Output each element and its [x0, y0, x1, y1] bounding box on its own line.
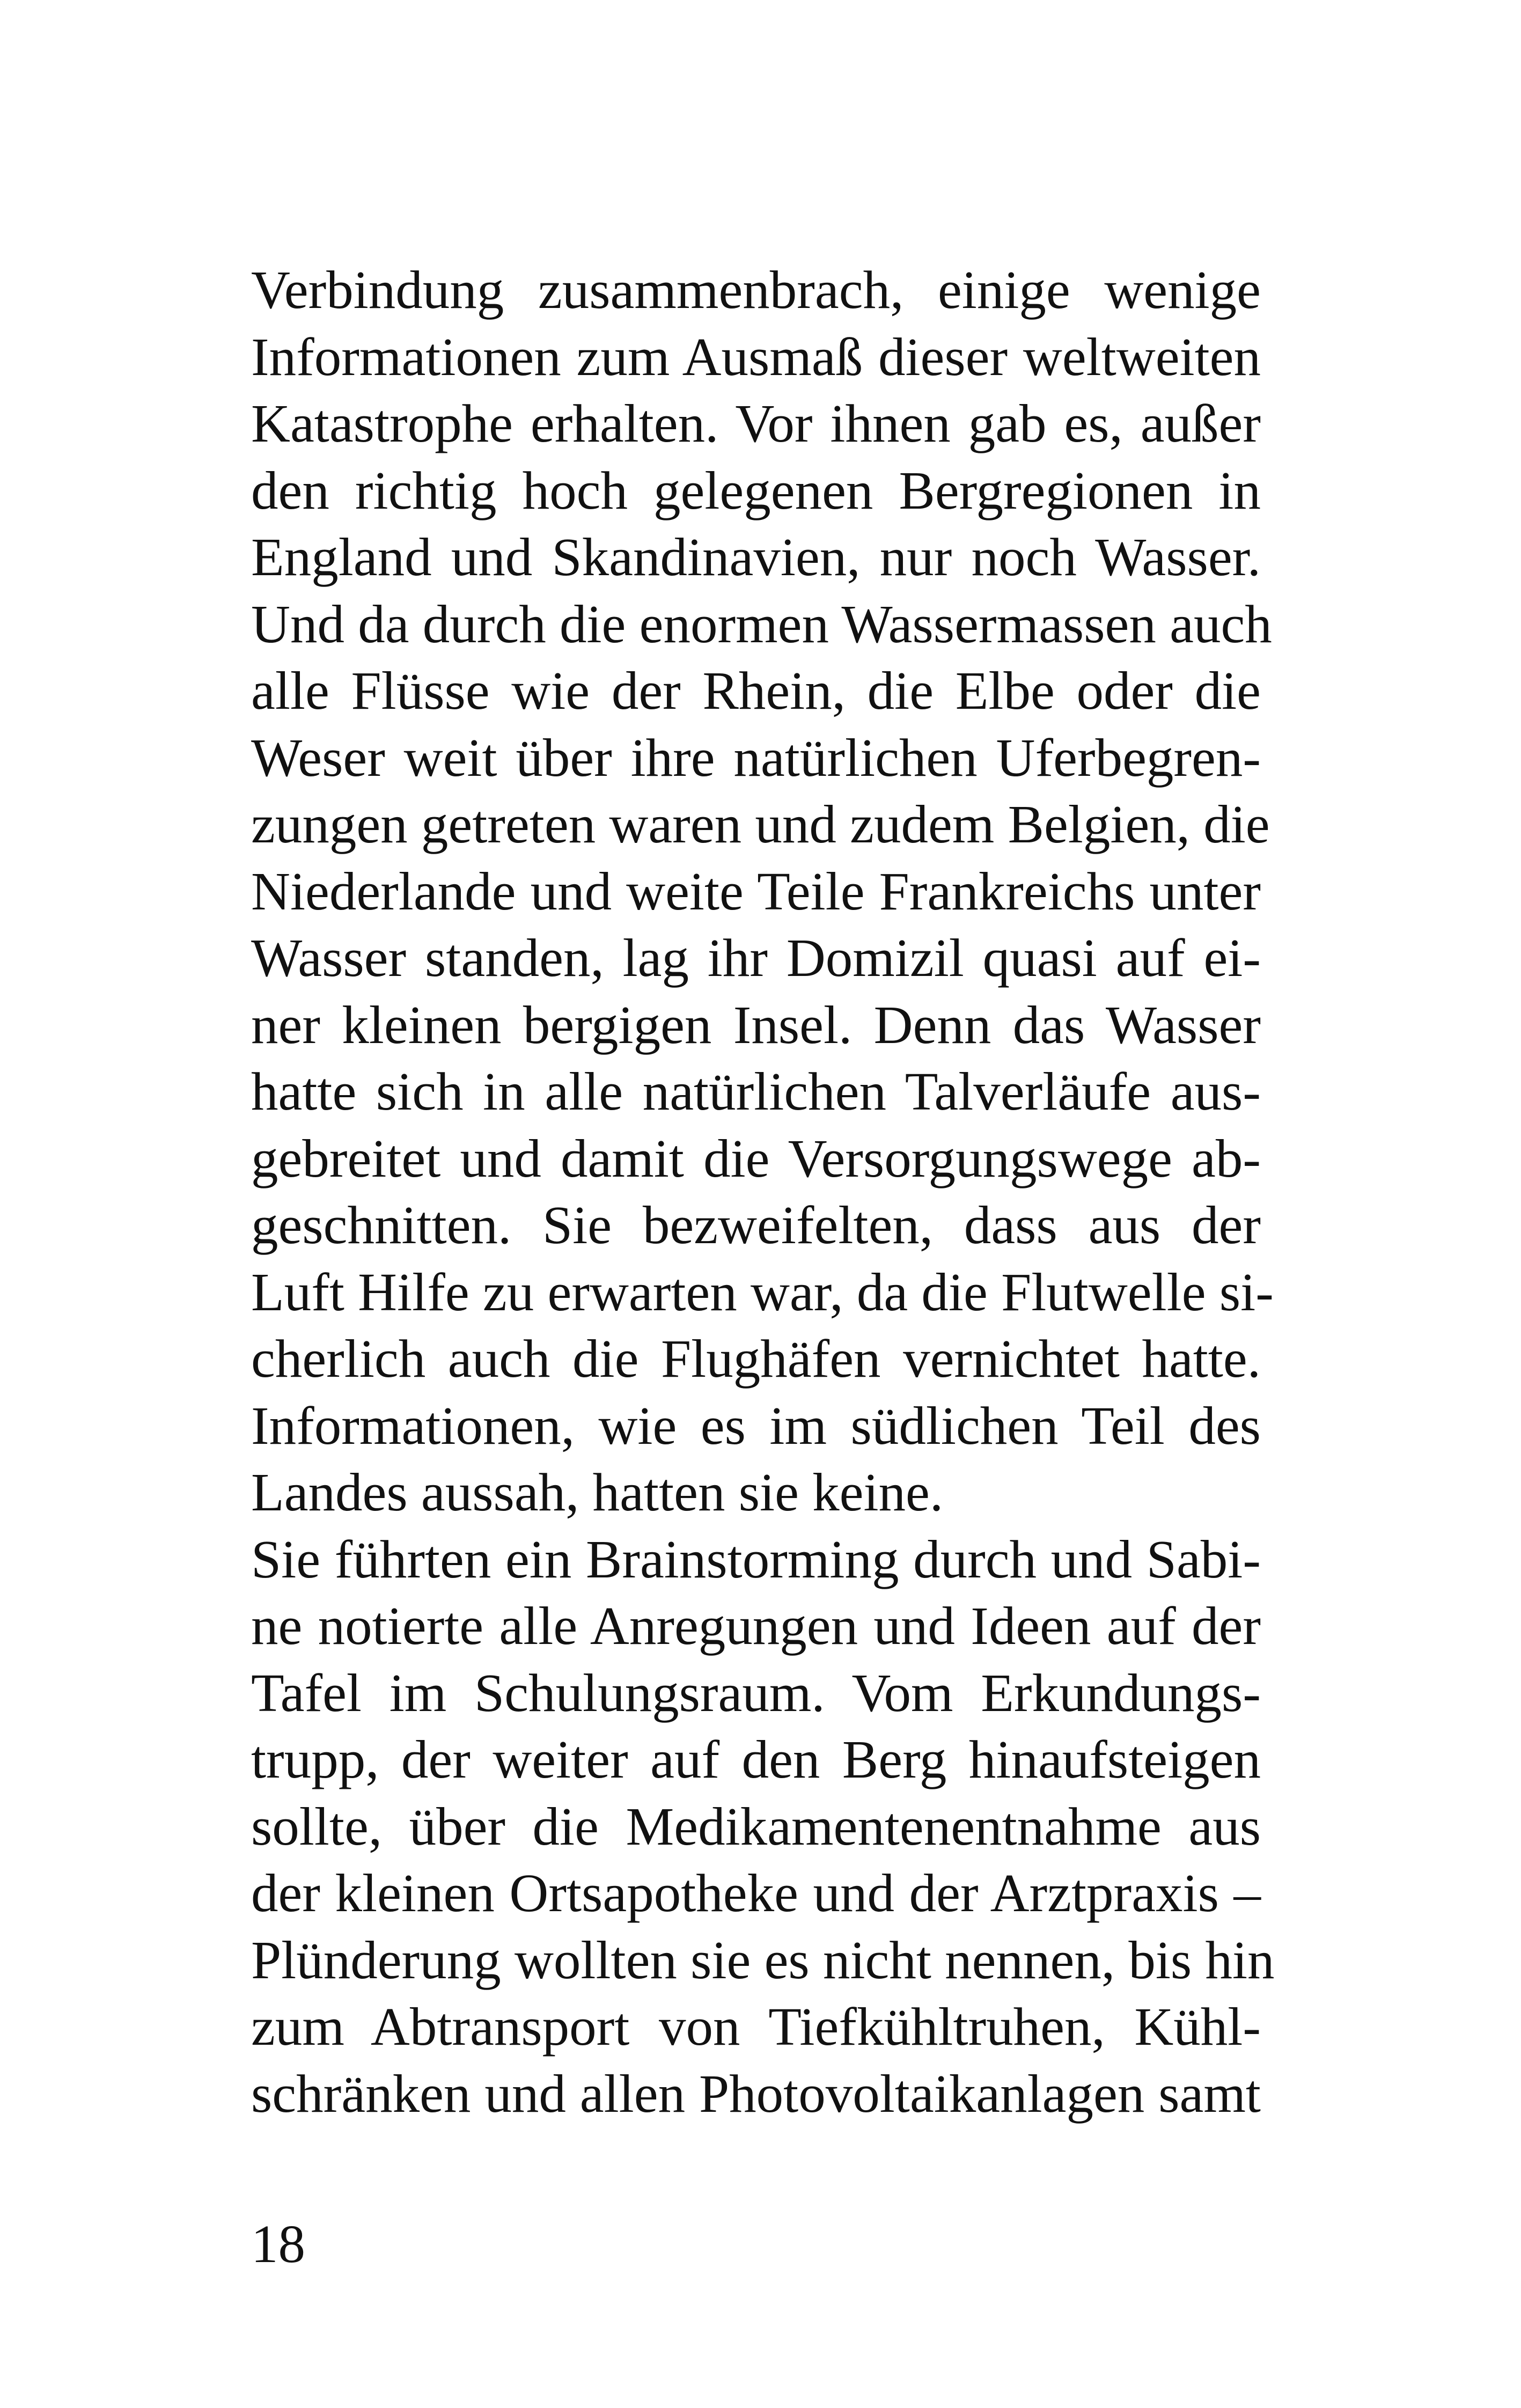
text-line: Plünderung wollten sie es nicht nennen, bis hin [251, 1929, 1275, 1990]
text-line: Und da durch die enormen Wassermassen auch [251, 593, 1272, 654]
paragraph-end-line: Landes aussah, hatten sie keine. [251, 1462, 944, 1522]
text-line: Tafel im Schulungsraum. Vom Erkundungs- [251, 1662, 1261, 1723]
page-number: 18 [251, 2214, 305, 2274]
text-line: Weser weit über ihre natürlichen Uferbegren- [251, 727, 1261, 788]
text-line: Niederlande und weite Teile Frankreichs unter [251, 861, 1261, 921]
text-line: Sie führten ein Brainstorming durch und Sabi- [251, 1529, 1261, 1589]
body-text [251, 256, 1275, 2127]
text-line: geschnitten. Sie bezweifelten, dass aus der [251, 1195, 1261, 1255]
text-line: Katastrophe erhalten. Vor ihnen gab es, außer [251, 393, 1261, 453]
text-line: cherlich auch die Flughäfen vernichtet hatte. [251, 1328, 1261, 1389]
text-line: sollte, über die Medikamentenentnahme aus [251, 1796, 1261, 1856]
text-line: schränken und allen Photovoltaikanlagen samt [251, 2063, 1261, 2124]
text-line: Luft Hilfe zu erwarten war, da die Flutwelle si- [251, 1261, 1274, 1322]
text-line: zungen getreten waren und zudem Belgien, die [251, 794, 1270, 854]
text-line: hatte sich in alle natürlichen Talverläufe aus- [251, 1061, 1261, 1121]
text-line: der kleinen Ortsapotheke und der Arztpraxis – [251, 1863, 1261, 1923]
text-line: zum Abtransport von Tiefkühltruhen, Kühl- [251, 1996, 1261, 2057]
text-line: ner kleinen bergigen Insel. Denn das Wasser [251, 994, 1261, 1055]
text-line: trupp, der weiter auf den Berg hinaufsteigen [251, 1729, 1261, 1789]
text-line: alle Flüsse wie der Rhein, die Elbe oder die [251, 660, 1261, 721]
text-line: Verbindung zusammenbrach, einige wenige [251, 260, 1261, 320]
text-line: Wasser standen, lag ihr Domizil quasi auf ei- [251, 928, 1261, 988]
text-line: Informationen, wie es im südlichen Teil des [251, 1395, 1261, 1456]
text-line: gebreitet und damit die Versorgungswege ab- [251, 1128, 1261, 1188]
text-line: Informationen zum Ausmaß dieser weltweiten [251, 326, 1261, 387]
text-line: England und Skandinavien, nur noch Wasser. [251, 527, 1261, 587]
text-line: den richtig hoch gelegenen Bergregionen in [251, 460, 1261, 520]
text-line: ne notierte alle Anregungen und Ideen auf der [251, 1596, 1261, 1656]
